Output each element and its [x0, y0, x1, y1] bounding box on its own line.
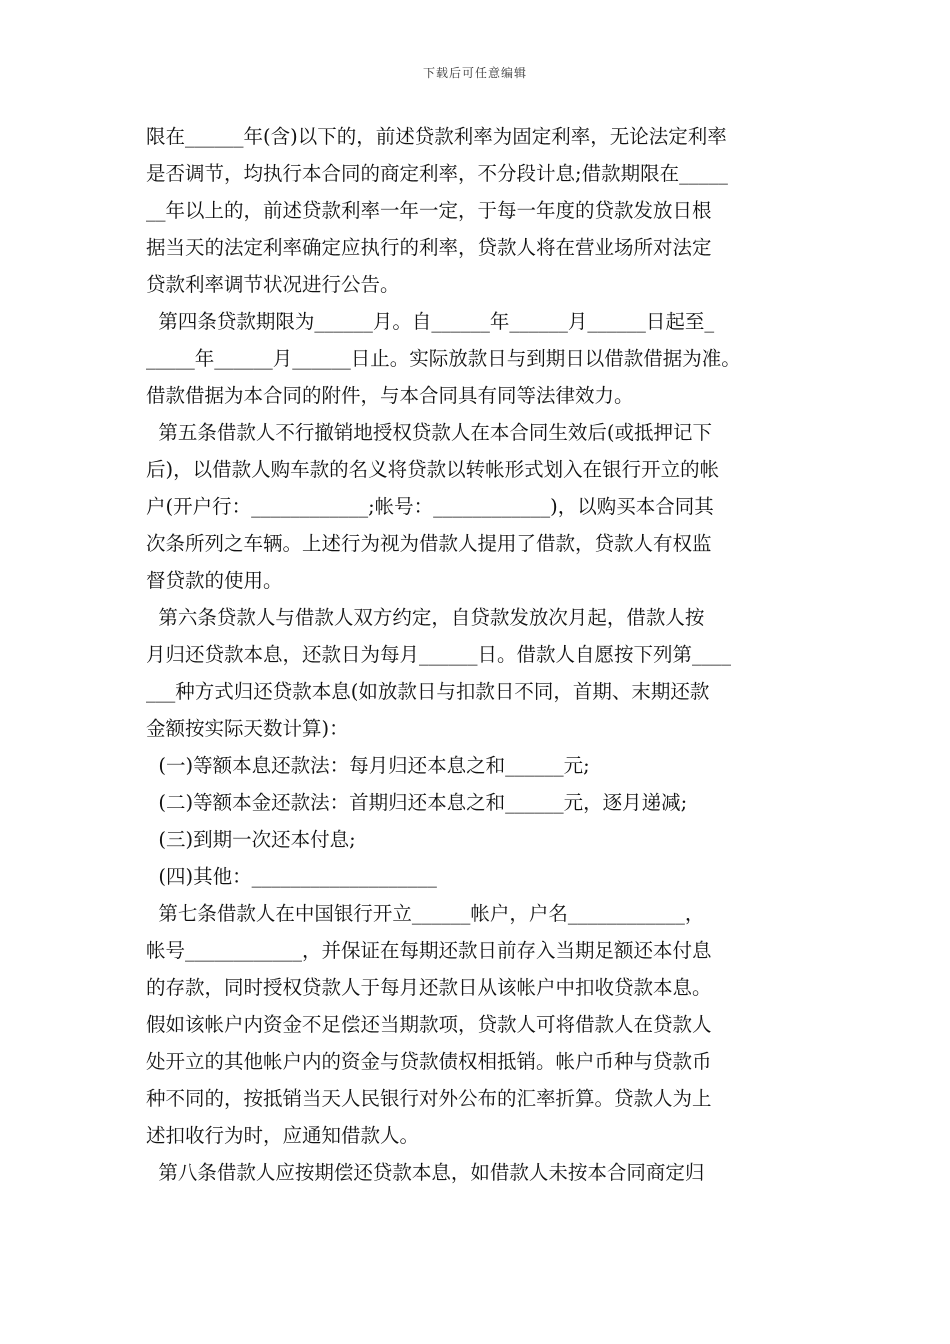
article-8-title-line: 第八条借款人应按期偿还贷款本息，如借款人未按本合同商定归 — [146, 1161, 705, 1184]
text-line: 借款借据为本合同的附件，与本合同具有同等法律效力。 — [146, 384, 634, 407]
text-line: 述扣收行为时，应通知借款人。 — [146, 1124, 420, 1147]
article-6-title-line: 第六条贷款人与借款人双方约定，自贷款发放次月起，借款人按 — [146, 606, 705, 629]
text-line: 户(开户行：____________;帐号：____________)，以购买本合同其 — [146, 495, 714, 518]
text-line: 次条所列之车辆。上述行为视为借款人提用了借款，贷款人有权监 — [146, 532, 712, 555]
text-line: 帐号____________，并保证在每期还款日前存入当期足额还本付息 — [146, 939, 712, 962]
text-line: 据当天的法定利率确定应执行的利率，贷款人将在营业场所对法定 — [146, 236, 712, 259]
repayment-option-4: (四)其他：___________________ — [146, 865, 437, 888]
text-line: 处开立的其他帐户内的资金与贷款债权相抵销。帐户币种与贷款币 — [146, 1050, 712, 1073]
repayment-option-3: (三)到期一次还本付息; — [146, 828, 356, 851]
document-body — [146, 118, 826, 1191]
text-line: 金额按实际天数计算)： — [146, 717, 349, 740]
article-4-title-line: 第四条贷款期限为______月。自______年______月______日起至_ — [146, 310, 715, 333]
text-line: ___种方式归还贷款本息(如放款日与扣款日不同，首期、末期还款 — [146, 680, 710, 703]
text-line: 贷款利率调节状况进行公告。 — [146, 273, 400, 296]
text-line: 月归还贷款本息，还款日为每月______日。借款人自愿按下列第____ — [146, 643, 732, 666]
text-line: _____年______月______日止。实际放款日与到期日以借款借据为准。 — [146, 347, 741, 370]
text-line: __年以上的，前述贷款利率一年一定，于每一年度的贷款发放日根 — [146, 199, 712, 222]
page-header: 下载后可任意编辑 — [422, 66, 527, 80]
text-line: 种不同的，按抵销当天人民银行对外公布的汇率折算。贷款人为上 — [146, 1087, 712, 1110]
text-line: 的存款，同时授权贷款人于每月还款日从该帐户中扣收贷款本息。 — [146, 976, 712, 999]
text-line: 督贷款的使用。 — [146, 569, 283, 592]
repayment-option-2: (二)等额本金还款法：首期归还本息之和______元，逐月递减; — [146, 791, 688, 814]
text-line: 假如该帐户内资金不足偿还当期款项，贷款人可将借款人在贷款人 — [146, 1013, 712, 1036]
text-line: 是否调节，均执行本合同的商定利率，不分段计息;借款期限在_____ — [146, 162, 728, 185]
article-5-title-line: 第五条借款人不行撤销地授权贷款人在本合同生效后(或抵押记下 — [146, 421, 713, 444]
repayment-option-1: (一)等额本息还款法：每月归还本息之和______元; — [146, 754, 590, 777]
text-line: 后)，以借款人购车款的名义将贷款以转帐形式划入在银行开立的帐 — [146, 458, 720, 481]
text-line: 限在______年(含)以下的，前述贷款利率为固定利率，无论法定利率 — [146, 125, 727, 148]
article-7-title-line: 第七条借款人在中国银行开立______帐户，户名____________， — [146, 902, 705, 925]
